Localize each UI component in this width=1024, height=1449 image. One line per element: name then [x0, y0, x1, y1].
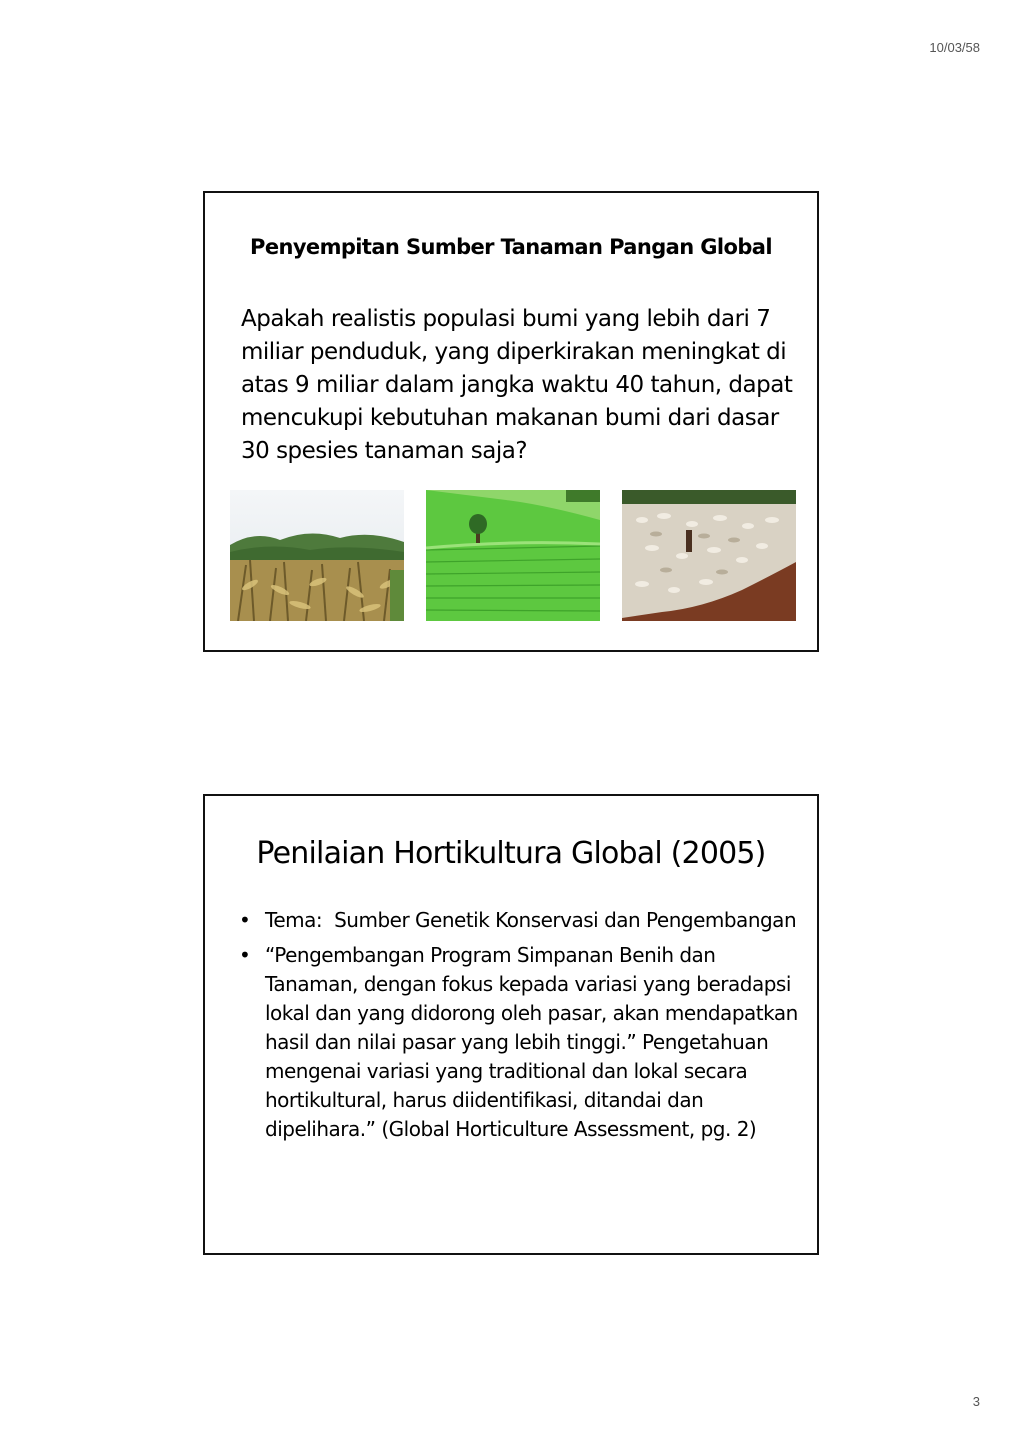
slide-title: Penilaian Hortikultura Global (2005) — [256, 836, 766, 871]
slide-title: Penyempitan Sumber Tanaman Pangan Global — [250, 235, 772, 259]
page-number: 3 — [972, 1394, 980, 1409]
slide-horticulture-assessment — [203, 794, 819, 1255]
slide-food-sources — [203, 191, 819, 652]
bullet-item — [239, 941, 799, 1144]
bullet-text: Sumber Genetik Konservasi dan Pengembangan — [334, 908, 797, 932]
bullet-list — [239, 906, 799, 1150]
bullet-dot: • — [239, 908, 251, 932]
corn-field-photo — [230, 490, 404, 621]
cassava-drying-photo — [622, 490, 796, 621]
page-date: 10/03/58 — [929, 40, 980, 55]
bullet-item — [239, 906, 799, 935]
bullet-dot: • — [239, 943, 251, 967]
slide-body-text: Apakah realistis populasi bumi yang lebih dari 7 miliar penduduk, yang diperkirakan meningkat di atas 9 miliar dalam jangka waktu 40 tahun, dapat mencukupi kebutuhan makanan bumi dari dasar 30 spesies tanaman saja? — [241, 306, 793, 464]
bullet-text: “Pengembangan Program Simpanan Benih dan Tanaman, dengan fokus kepada variasi yang beradapsi lokal dan yang didorong oleh pasar, akan mendapatkan hasil dan nilai pasar yang lebih tinggi.” Pengetahuan mengenai variasi yang traditional dan lokal secara hortikultural, harus diidentifikasi, ditandai dan dipelihara.” (Global Horticulture Assessment, pg. 2) — [265, 943, 798, 1141]
rice-terrace-photo — [426, 490, 600, 621]
bullet-label: Tema: — [265, 908, 323, 932]
